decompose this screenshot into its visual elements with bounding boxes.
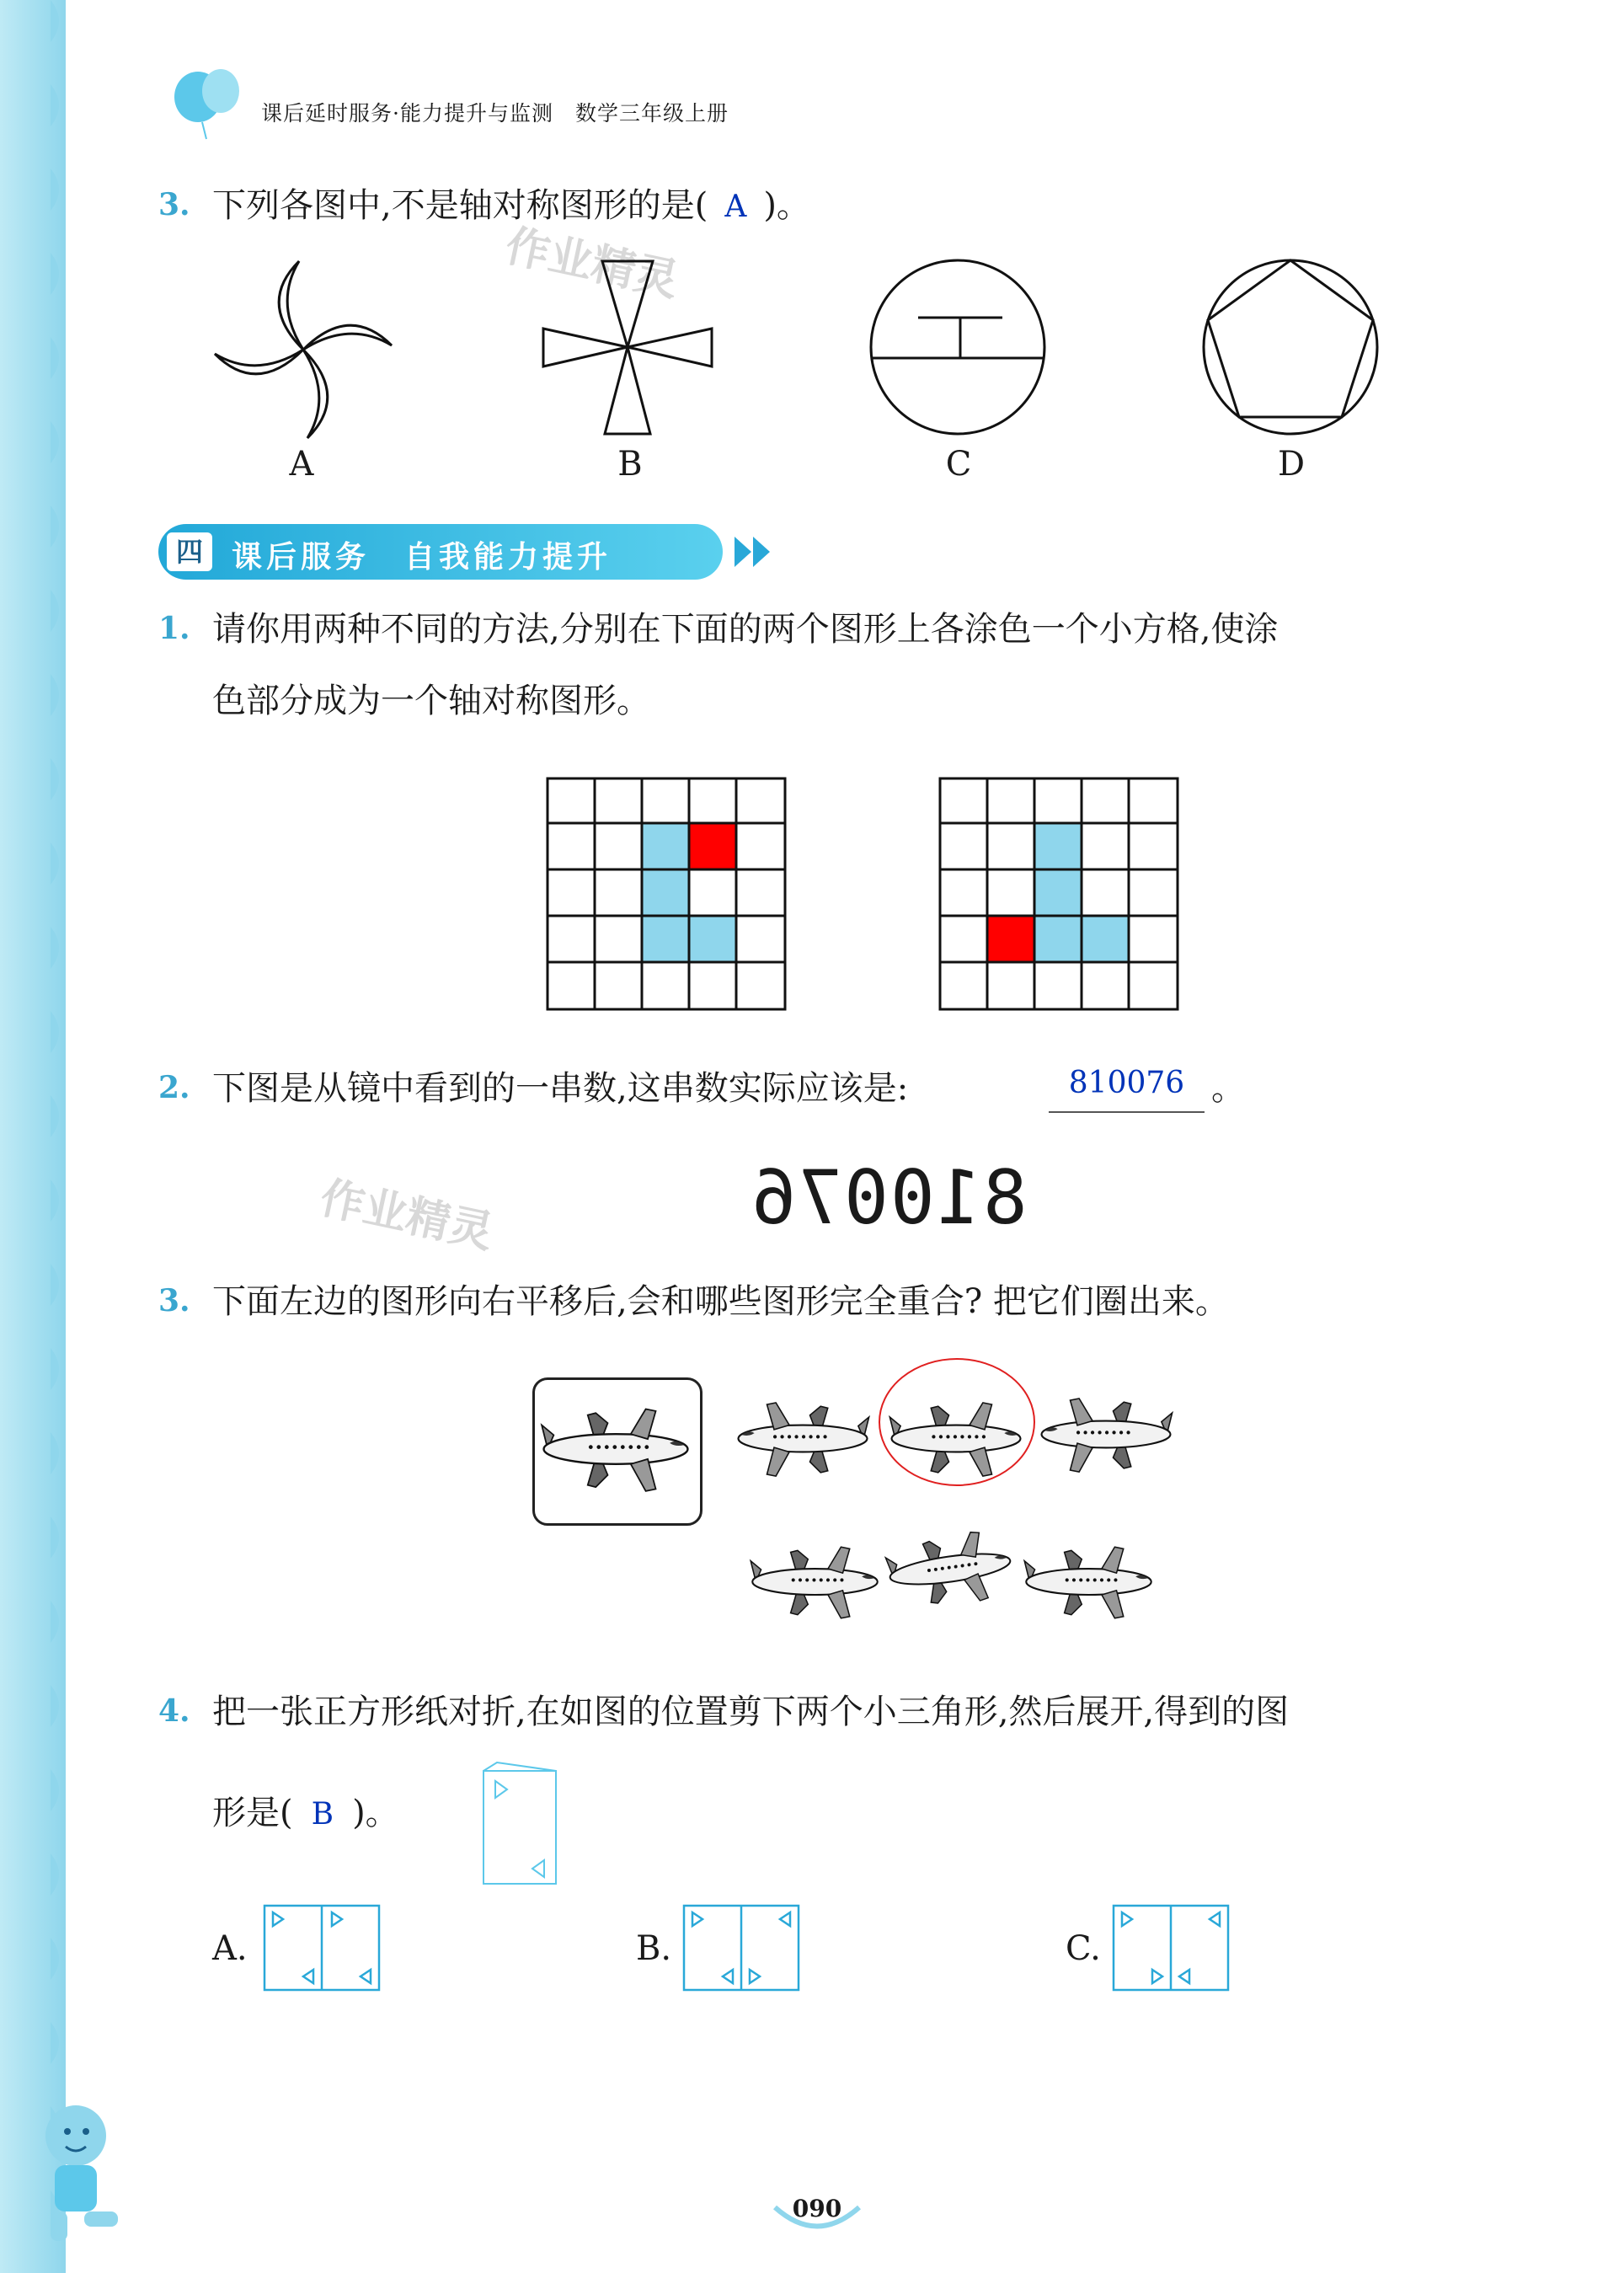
plane-option-3[interactable] [1034, 1386, 1178, 1483]
q1-line1: 请你用两种不同的方法,分别在下面的两个图形上各涂色一个小方格,使涂 [212, 610, 1279, 649]
section-badge: 四 [167, 532, 212, 571]
q3a-close: )。 [763, 186, 810, 225]
page-number: 090 [792, 2195, 842, 2222]
q4-option-b-figure[interactable] [682, 1904, 800, 1992]
q4-answer: B [311, 1797, 334, 1832]
plane-option-4[interactable] [745, 1533, 884, 1630]
cartoon-boy-icon [25, 2089, 135, 2249]
double-arrow-icon [735, 535, 777, 569]
grid-right [938, 777, 1179, 1011]
watermark: 作业精灵 [315, 1172, 498, 1259]
q4-option-b-label: B. [636, 1929, 672, 1968]
q2-text: 下图是从镜中看到的一串数,这串数实际应该是: [212, 1069, 909, 1108]
q2-answer: 810076 [1068, 1066, 1185, 1100]
q3a-answer: A [724, 190, 747, 224]
folded-paper-figure [480, 1761, 564, 1887]
answer-circle [874, 1355, 1039, 1489]
figure-a-label: A [289, 445, 314, 484]
q4-option-a-figure[interactable] [263, 1904, 381, 1992]
q4-line2-pre: 形是( [212, 1794, 293, 1832]
figure-c-label: C [945, 445, 972, 484]
q4-line1: 把一张正方形纸对折,在如图的位置剪下两个小三角形,然后展开,得到的图 [212, 1693, 1290, 1731]
section-title: 课后服务 自我能力提升 [232, 540, 612, 575]
q3b-number: 3. [158, 1283, 190, 1318]
grid-left-red-cell [689, 823, 736, 869]
q2-number: 2. [158, 1070, 190, 1105]
original-plane [536, 1382, 696, 1516]
q4-option-c-figure[interactable] [1112, 1904, 1230, 1992]
grid-left [546, 777, 787, 1011]
figure-d-pentagon [1200, 257, 1381, 438]
q1-line2: 色部分成为一个轴对称图形。 [212, 682, 650, 720]
plane-option-1[interactable] [731, 1390, 874, 1487]
q2-end: 。 [1211, 1069, 1245, 1108]
grid-right-red-cell [987, 916, 1034, 962]
q3a-number: 3. [158, 187, 190, 222]
figure-d-label: D [1277, 445, 1306, 484]
q4-line2 [212, 1786, 399, 1840]
q4-line2-post: )。 [352, 1794, 399, 1832]
figure-c-circle [868, 257, 1049, 438]
q4-option-a-label: A. [212, 1929, 248, 1968]
figure-a-pinwheel [206, 253, 400, 447]
q4-number: 4. [158, 1693, 190, 1729]
q3a-prompt: 下列各图中,不是轴对称图形的是( [212, 186, 708, 225]
q1-number: 1. [158, 611, 190, 646]
balloon-icon [168, 59, 253, 143]
header-title: 课后延时服务·能力提升与监测 数学三年级上册 [261, 101, 729, 126]
watermark: 作业精灵 [500, 220, 683, 307]
q2-answer-blank [1049, 1066, 1205, 1113]
mirrored-number: 810076 [750, 1154, 1028, 1241]
figure-b-label: B [617, 445, 643, 484]
plane-option-5[interactable] [883, 1521, 1018, 1618]
q4-option-c-label: C. [1066, 1929, 1101, 1968]
figure-b-star [539, 257, 716, 438]
q3b-text: 下面左边的图形向右平移后,会和哪些图形完全重合? 把它们圈出来。 [212, 1282, 1229, 1321]
wavy-edge [51, 0, 76, 2273]
plane-option-6[interactable] [1019, 1533, 1158, 1630]
